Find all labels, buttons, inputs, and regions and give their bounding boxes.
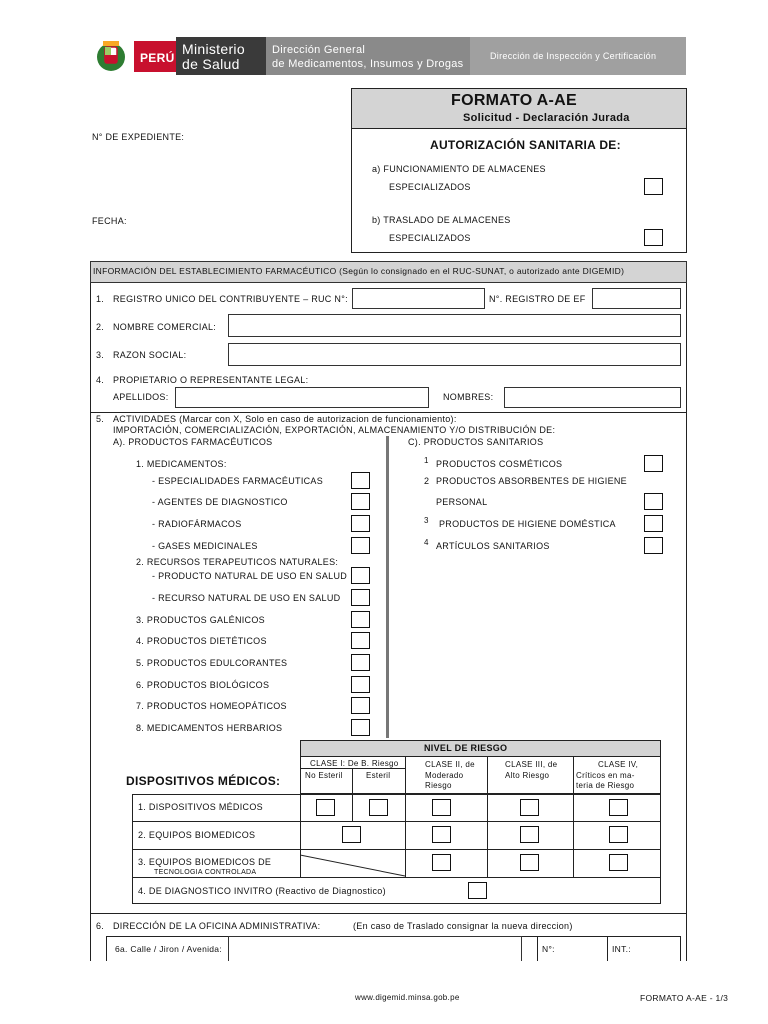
option-b-checkbox[interactable] bbox=[644, 229, 663, 246]
a-title: A). PRODUCTOS FARMACÉUTICOS bbox=[113, 437, 273, 447]
a-checkbox[interactable] bbox=[351, 719, 370, 736]
num-3: 3. bbox=[96, 350, 105, 360]
a-checkbox[interactable] bbox=[351, 493, 370, 510]
info-header-text: INFORMACIÓN DEL ESTABLECIMIENTO FARMACÉUTICO (Según lo consignado en el RUC-SUNAT, o autorizado ante DIGEMID) bbox=[93, 266, 625, 276]
a-checkbox[interactable] bbox=[351, 472, 370, 489]
a-item: 3. PRODUCTOS GALÉNICOS bbox=[136, 615, 265, 625]
option-a-label: a) FUNCIONAMIENTO DE ALMACENES bbox=[372, 164, 546, 174]
a-checkbox[interactable] bbox=[351, 676, 370, 693]
option-a-checkbox[interactable] bbox=[644, 178, 663, 195]
calle-input[interactable] bbox=[228, 936, 522, 961]
device-checkbox[interactable] bbox=[316, 799, 335, 816]
propietario-label: PROPIETARIO O REPRESENTANTE LEGAL: bbox=[113, 375, 309, 385]
ministry-line2: de Salud bbox=[182, 56, 240, 72]
device-checkbox[interactable] bbox=[342, 826, 361, 843]
nombre-input[interactable] bbox=[228, 314, 681, 337]
registro-label: N°. REGISTRO DE EF bbox=[489, 294, 586, 304]
c-checkbox[interactable] bbox=[644, 455, 663, 472]
a-item: 6. PRODUCTOS BIOLÓGICOS bbox=[136, 680, 270, 690]
a-item: 8. MEDICAMENTOS HERBARIOS bbox=[136, 723, 283, 733]
device-checkbox[interactable] bbox=[369, 799, 388, 816]
a-checkbox[interactable] bbox=[351, 589, 370, 606]
calle-label: 6a. Calle / Jiron / Avenida: bbox=[115, 944, 222, 954]
option-b-label2: ESPECIALIZADOS bbox=[389, 233, 471, 243]
c-item: PRODUCTOS ABSORBENTES DE HIGIENE bbox=[436, 476, 627, 486]
c-num: 3 bbox=[424, 516, 429, 525]
class2-label2: Moderado bbox=[425, 771, 464, 780]
form-title: FORMATO A-AE bbox=[451, 92, 577, 109]
country-label: PERÚ bbox=[140, 51, 175, 65]
expediente-label: N° DE EXPEDIENTE: bbox=[92, 132, 185, 142]
nombre-label: NOMBRE COMERCIAL: bbox=[113, 322, 217, 332]
device-checkbox[interactable] bbox=[432, 799, 451, 816]
a-checkbox[interactable] bbox=[351, 654, 370, 671]
a-item: - GASES MEDICINALES bbox=[152, 541, 258, 551]
device-row-label: 4. DE DIAGNOSTICO INVITRO (Reactivo de Diagnostico) bbox=[138, 886, 386, 896]
registro-input[interactable] bbox=[592, 288, 681, 309]
activities-line1: ACTIVIDADES (Marcar con X, Solo en caso de autorizacion de funcionamiento): bbox=[113, 414, 457, 424]
class4-label2: Críticos en ma- bbox=[576, 771, 635, 780]
a-checkbox[interactable] bbox=[351, 697, 370, 714]
a-checkbox[interactable] bbox=[351, 515, 370, 532]
c-item: PRODUCTOS COSMÉTICOS bbox=[436, 459, 563, 469]
a-checkbox[interactable] bbox=[351, 632, 370, 649]
footer-page: FORMATO A-AE - 1/3 bbox=[640, 993, 729, 1003]
class1b-label: Esteril bbox=[366, 771, 391, 780]
ministry-line1: Ministerio bbox=[182, 41, 245, 57]
class4-label3: teria de Riesgo bbox=[576, 781, 635, 790]
auth-title: AUTORIZACIÓN SANITARIA DE: bbox=[430, 138, 621, 152]
device-row-label: 2. EQUIPOS BIOMEDICOS bbox=[138, 830, 256, 840]
a-item: - AGENTES DE DIAGNOSTICO bbox=[152, 497, 288, 507]
option-a-label2: ESPECIALIZADOS bbox=[389, 182, 471, 192]
a-item: 4. PRODUCTOS DIETÉTICOS bbox=[136, 636, 267, 646]
c-num: 1 bbox=[424, 456, 429, 465]
device-row-label: 1. DISPOSITIVOS MÉDICOS bbox=[138, 802, 263, 812]
a-checkbox[interactable] bbox=[351, 567, 370, 584]
device-checkbox[interactable] bbox=[520, 854, 539, 871]
class2-label: CLASE II, de bbox=[425, 760, 475, 769]
num-2: 2. bbox=[96, 322, 105, 332]
a-item: 1. MEDICAMENTOS: bbox=[136, 459, 227, 469]
a-checkbox[interactable] bbox=[351, 611, 370, 628]
option-b-label: b) TRASLADO DE ALMACENES bbox=[372, 215, 511, 225]
device-checkbox[interactable] bbox=[520, 799, 539, 816]
c-num: 4 bbox=[424, 538, 429, 547]
coat-of-arms-icon bbox=[94, 39, 128, 73]
a-item: 2. RECURSOS TERAPEUTICOS NATURALES: bbox=[136, 557, 339, 567]
direction-label: Dirección de Inspección y Certificación bbox=[490, 51, 657, 61]
class1a-label: No Esteril bbox=[305, 771, 343, 780]
activities-line2: IMPORTACIÓN, COMERCIALIZACIÓN, EXPORTACIÓN, ALMACENAMIENTO Y/O DISTRIBUCIÓN DE: bbox=[113, 425, 556, 435]
device-checkbox[interactable] bbox=[609, 799, 628, 816]
device-checkbox[interactable] bbox=[609, 826, 628, 843]
a-item: - RADIOFÁRMACOS bbox=[152, 519, 242, 529]
num-1: 1. bbox=[96, 294, 105, 304]
razon-label: RAZON SOCIAL: bbox=[113, 350, 187, 360]
a-item: - RECURSO NATURAL DE USO EN SALUD bbox=[152, 593, 341, 603]
c-item: ARTÍCULOS SANITARIOS bbox=[436, 541, 550, 551]
class4-label: CLASE IV, bbox=[598, 760, 639, 769]
num-4: 4. bbox=[96, 375, 105, 385]
c-checkbox[interactable] bbox=[644, 493, 663, 510]
fecha-label: FECHA: bbox=[92, 216, 127, 226]
a-item: - PRODUCTO NATURAL DE USO EN SALUD bbox=[152, 571, 348, 581]
dg-line1: Dirección General bbox=[272, 44, 366, 56]
class1-label: CLASE I: De B. Riesgo bbox=[310, 759, 399, 768]
footer-url: www.digemid.minsa.gob.pe bbox=[355, 993, 460, 1002]
ruc-input[interactable] bbox=[352, 288, 485, 309]
device-checkbox[interactable] bbox=[520, 826, 539, 843]
class2-label3: Riesgo bbox=[425, 781, 452, 790]
num-6: 6. bbox=[96, 921, 105, 931]
int-label: INT.: bbox=[612, 944, 631, 954]
device-row-label: 3. EQUIPOS BIOMEDICOS DE bbox=[138, 857, 272, 867]
dg-line2: de Medicamentos, Insumos y Drogas bbox=[272, 58, 464, 70]
address-title: DIRECCIÓN DE LA OFICINA ADMINISTRATIVA: bbox=[113, 921, 321, 931]
a-item: - ESPECIALIDADES FARMACÉUTICAS bbox=[152, 476, 324, 486]
c-checkbox[interactable] bbox=[644, 537, 663, 554]
c-title: C). PRODUCTOS SANITARIOS bbox=[408, 437, 544, 447]
numero-label: N°: bbox=[542, 944, 555, 954]
ruc-label: REGISTRO UNICO DEL CONTRIBUYENTE – RUC N°: bbox=[113, 294, 348, 304]
column-divider bbox=[386, 436, 389, 738]
device-checkbox[interactable] bbox=[432, 854, 451, 871]
device-checkbox[interactable] bbox=[468, 882, 487, 899]
num-5: 5. bbox=[96, 414, 105, 424]
device-row-sub: TECNOLOGIA CONTROLADA bbox=[154, 869, 257, 876]
header-banner bbox=[90, 37, 686, 75]
class3-label: CLASE III, de bbox=[505, 760, 558, 769]
nivel-label: NIVEL DE RIESGO bbox=[424, 743, 508, 753]
a-item: 5. PRODUCTOS EDULCORANTES bbox=[136, 658, 288, 668]
c-item: PERSONAL bbox=[436, 497, 488, 507]
diagonal-line bbox=[300, 850, 406, 877]
device-checkbox[interactable] bbox=[432, 826, 451, 843]
class3-label2: Alto Riesgo bbox=[505, 771, 550, 780]
form-subtitle: Solicitud - Declaración Jurada bbox=[463, 112, 630, 124]
nombres-input[interactable] bbox=[504, 387, 681, 408]
nombres-label: NOMBRES: bbox=[443, 392, 494, 402]
c-num: 2 bbox=[424, 476, 430, 486]
device-checkbox[interactable] bbox=[609, 854, 628, 871]
devices-title: DISPOSITIVOS MÉDICOS: bbox=[126, 774, 281, 788]
razon-input[interactable] bbox=[228, 343, 681, 366]
c-checkbox[interactable] bbox=[644, 515, 663, 532]
address-note: (En caso de Traslado consignar la nueva direccion) bbox=[353, 921, 573, 931]
apellidos-input[interactable] bbox=[175, 387, 429, 408]
a-item: 7. PRODUCTOS HOMEOPÁTICOS bbox=[136, 701, 287, 711]
apellidos-label: APELLIDOS: bbox=[113, 392, 169, 402]
c-item: PRODUCTOS DE HIGIENE DOMÉSTICA bbox=[439, 519, 616, 529]
a-checkbox[interactable] bbox=[351, 537, 370, 554]
